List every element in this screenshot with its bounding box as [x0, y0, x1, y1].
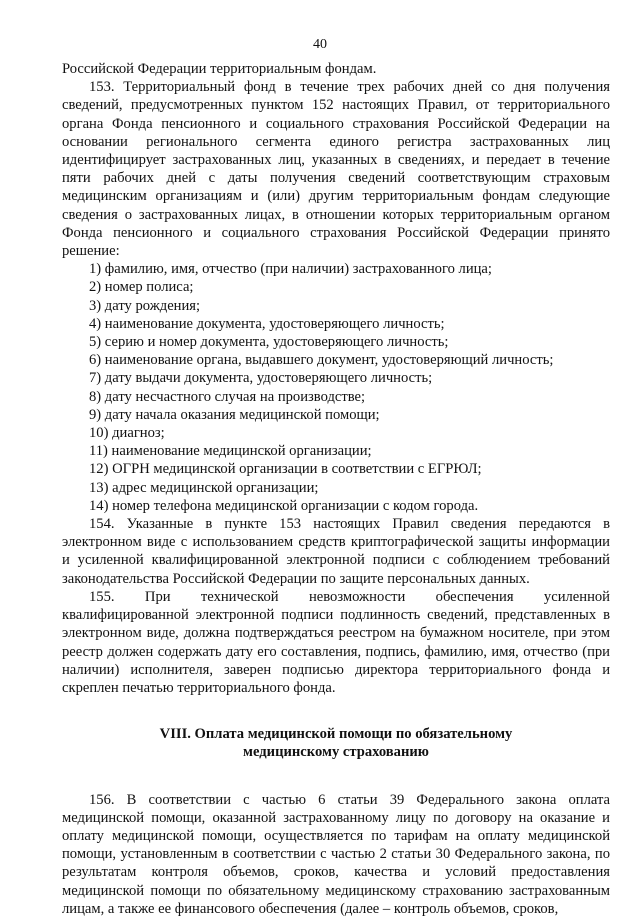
section-heading [62, 725, 610, 761]
paragraph-154: 154. Указанные в пункте 153 настоящих Правил сведения передаются в электронном виде с использованием средств криптографической защиты информации и усиленной квалифицированной электронной подписи с соблюдением требований законодательства Российской Федерации по защите персональных данных. [62, 516, 610, 587]
list-item: 11) наименование медицинской организации; [89, 443, 372, 460]
section-heading-line2: медицинскому страхованию [243, 744, 429, 761]
section-heading-line1: VIII. Оплата медицинской помощи по обязательному [159, 726, 513, 743]
paragraph-156: 156. В соответствии с частью 6 статьи 39 Федерального закона оплата медицинской помощи, оказанной застрахованному лицу по договору на оказание и оплату медицинской помощи, осуществляется по тарифам на оплату медицинской помощи, установленным в соответствии с частью 2 статьи 30 Федерального закона, по результатам контроля объемов, сроков, качества и условий предоставления медицинской помощи по обязательному медицинскому страхованию застрахованным лицам, а также ее финансового обеспечения (далее – контроль объемов, сроков, [62, 791, 610, 917]
list-item: 5) серию и номер документа, удостоверяющего личность; [89, 334, 449, 351]
paragraph-153: 153. Территориальный фонд в течение трех рабочих дней со дня получения сведений, предусмотренных пунктом 152 настоящих Правил, от территориального органа Фонда пенсионного и социального страхования Российской Федерации на основании регионального сегмента единого регистра застрахованных лиц идентифицирует застрахованных лиц, указанных в сведениях, и передает в течение пяти рабочих дней с даты получения сведений соответствующим страховым медицинским организациям и (или) другим территориальным фондам следующие сведения о застрахованных лицах, в отношении которых территориальным органом Фонда пенсионного и социального страхования Российской Федерации принято решение: [62, 79, 610, 260]
intro-line: Российской Федерации территориальным фондам. [62, 61, 377, 77]
list-item: 4) наименование документа, удостоверяющего личность; [89, 315, 445, 332]
paragraph-155: квалифицированной электронной подписи подлинность сведений, представленных в электронном виде, должна подтверждаться реестром на бумажном носителе, при этом реестр должен содержать дату его составления, подпись, фамилию, имя, отчество (при наличии) исполнителя, заверен подписью директора территориального фонда и скреплен печатью территориального фонда. [62, 607, 610, 696]
list-item: 1) фамилию, имя, отчество (при наличии) застрахованного лица; [89, 261, 492, 278]
list-item: 14) номер телефона медицинской организации с кодом города. [89, 497, 479, 514]
paragraph-155-first-line: 155. При технической невозможности обеспечения усиленной [89, 588, 610, 605]
list-item: 2) номер полиса; [89, 279, 194, 296]
list-item: 8) дату несчастного случая на производстве; [89, 388, 366, 405]
list-item: 13) адрес медицинской организации; [89, 479, 319, 496]
list-item: 3) дату рождения; [89, 297, 201, 314]
list-item: 7) дату выдачи документа, удостоверяющего личность; [89, 370, 433, 387]
list-153 [62, 260, 610, 515]
document-body [62, 60, 610, 918]
page-number: 40 [313, 37, 327, 52]
list-item: 9) дату начала оказания медицинской помощи; [89, 406, 380, 423]
list-item: 10) диагноз; [89, 425, 165, 442]
list-item: 12) ОГРН медицинской организации в соответствии с ЕГРЮЛ; [89, 461, 482, 478]
list-item: 6) наименование органа, выдавшего документ, удостоверяющий личность; [89, 352, 554, 369]
